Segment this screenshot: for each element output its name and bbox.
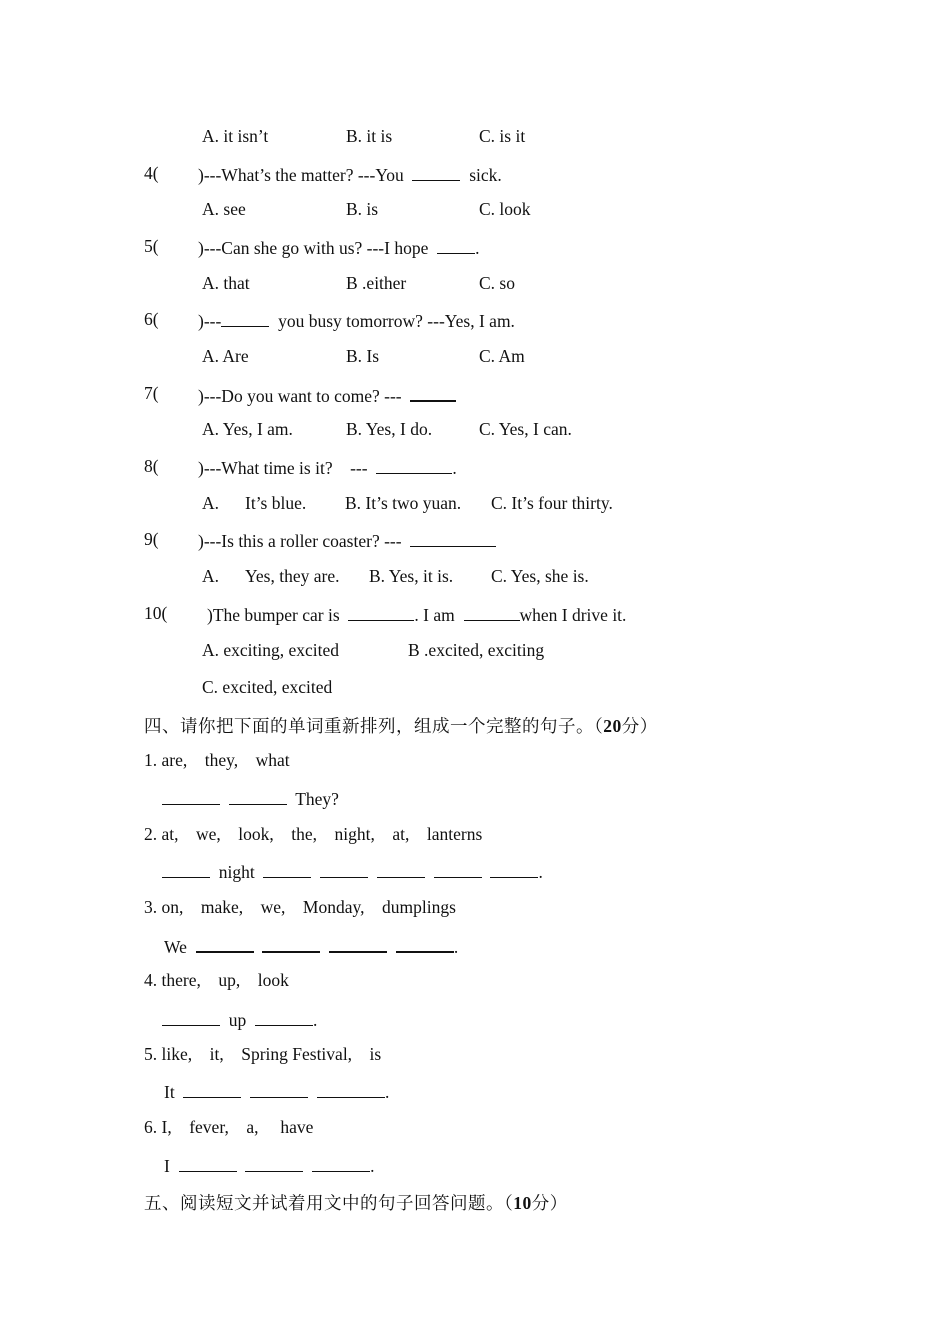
q3-option-c: C. is it — [479, 126, 526, 146]
q4-option-a: A. see — [202, 199, 246, 219]
q9-option-c: C. Yes, she is. — [491, 566, 589, 586]
q7-blank[interactable] — [410, 383, 456, 402]
s4-item-6-blank-3[interactable] — [312, 1154, 370, 1172]
q9-number: 9( — [144, 529, 159, 549]
s4-item-4-answer: up . — [162, 1008, 317, 1031]
q7-option-a: A. Yes, I am. — [202, 419, 293, 439]
q7-stem: )---Do you want to come? --- — [198, 383, 456, 407]
q4-option-c: C. look — [479, 199, 531, 219]
q8-number: 8( — [144, 456, 159, 476]
s4-item-2-blank-1[interactable] — [162, 860, 210, 878]
q5-option-c: C. so — [479, 273, 515, 293]
s4-item-3-blank-3[interactable] — [329, 934, 387, 953]
s4-item-3-prompt: 3. on, make, we, Monday, dumplings — [144, 897, 456, 917]
s4-item-3-blank-1[interactable] — [196, 934, 254, 953]
s4-item-4-blank-2[interactable] — [255, 1008, 313, 1026]
s4-item-2-blank-2[interactable] — [263, 860, 311, 878]
q4-blank[interactable] — [412, 163, 460, 181]
q10-stem: )The bumper car is . I am when I drive it. — [207, 605, 627, 625]
q7-number: 7( — [144, 383, 159, 403]
q4-option-b: B. is — [346, 199, 379, 219]
q9-blank[interactable] — [410, 529, 496, 547]
s4-item-5-answer: It . — [164, 1082, 390, 1102]
section-5-heading: 五、阅读短文并试着用文中的句子回答问题。（10分） — [144, 1193, 568, 1213]
s4-item-1-prompt: 1. are, they, what — [144, 750, 290, 770]
s4-item-1-blank-1[interactable] — [162, 787, 220, 805]
s4-item-2-blank-6[interactable] — [490, 860, 538, 878]
q3-option-b: B. it is — [346, 126, 393, 146]
q10-blank-1[interactable] — [348, 603, 414, 621]
q10-number: 10( — [144, 603, 168, 623]
q4-stem: )---What’s the matter? ---You sick. — [198, 165, 502, 185]
q3-option-a: A. it isn’t — [202, 126, 269, 146]
s4-item-5-prompt: 5. like, it, Spring Festival, is — [144, 1044, 382, 1064]
s4-item-6-prompt: 6. I, fever, a, have — [144, 1117, 314, 1137]
s4-item-2-prompt: 2. at, we, look, the, night, at, lanterns — [144, 824, 483, 844]
q9-option-b: B. Yes, it is. — [369, 566, 454, 586]
q5-stem: )---Can she go with us? ---I hope . — [198, 238, 480, 258]
q8-stem: )---What time is it? --- . — [198, 458, 457, 478]
q6-stem: )--- you busy tomorrow? ---Yes, I am. — [198, 311, 515, 331]
q6-option-c: C. Am — [479, 346, 525, 366]
q7-option-c: C. Yes, I can. — [479, 419, 572, 439]
q9-option-a: Yes, they are. — [245, 566, 340, 586]
s4-item-3-blank-4[interactable] — [396, 934, 454, 953]
q6-option-a: A. Are — [202, 346, 249, 366]
q8-option-b: B. It’s two yuan. — [345, 493, 462, 513]
q8-blank[interactable] — [376, 456, 452, 474]
q6-blank[interactable] — [221, 309, 269, 327]
s4-item-3-blank-2[interactable] — [262, 934, 320, 953]
s4-item-6-blank-2[interactable] — [245, 1154, 303, 1172]
s4-item-1-answer: They? — [162, 787, 339, 810]
s4-item-4-blank-1[interactable] — [162, 1008, 220, 1026]
q6-number: 6( — [144, 309, 159, 329]
s4-item-4-prompt: 4. there, up, look — [144, 970, 289, 990]
s4-item-2-blank-5[interactable] — [434, 860, 482, 878]
s4-item-5-blank-2[interactable] — [250, 1080, 308, 1098]
q9-stem: )---Is this a roller coaster? --- — [198, 529, 496, 552]
s4-item-2-answer: night . — [162, 860, 543, 883]
q8-option-a-label: A. — [202, 493, 220, 513]
q10-option-b: B .excited, exciting — [408, 640, 545, 660]
q6-option-b: B. Is — [346, 346, 380, 366]
s4-item-2-blank-4[interactable] — [377, 860, 425, 878]
s4-item-1-blank-2[interactable] — [229, 787, 287, 805]
s4-item-3-answer: We . — [164, 934, 458, 958]
s4-item-5-blank-1[interactable] — [183, 1080, 241, 1098]
s4-item-5-blank-3[interactable] — [317, 1080, 385, 1098]
q10-blank-2[interactable] — [464, 603, 520, 621]
q5-option-b: B .either — [346, 273, 407, 293]
q10-option-c: C. excited, excited — [202, 677, 333, 697]
q8-option-a: It’s blue. — [245, 493, 307, 513]
q5-option-a: A. that — [202, 273, 250, 293]
section-4-heading: 四、请你把下面的单词重新排列，组成一个完整的句子。（20分） — [144, 716, 658, 736]
q5-number: 5( — [144, 236, 159, 256]
q7-option-b: B. Yes, I do. — [346, 419, 433, 439]
s4-item-2-blank-3[interactable] — [320, 860, 368, 878]
s4-item-6-blank-1[interactable] — [179, 1154, 237, 1172]
s4-item-6-answer: I . — [164, 1156, 375, 1176]
q10-option-a: A. exciting, excited — [202, 640, 340, 660]
q9-option-a-label: A. — [202, 566, 220, 586]
q4-number: 4( — [144, 163, 159, 183]
q5-blank[interactable] — [437, 236, 475, 254]
q8-option-c: C. It’s four thirty. — [491, 493, 613, 513]
